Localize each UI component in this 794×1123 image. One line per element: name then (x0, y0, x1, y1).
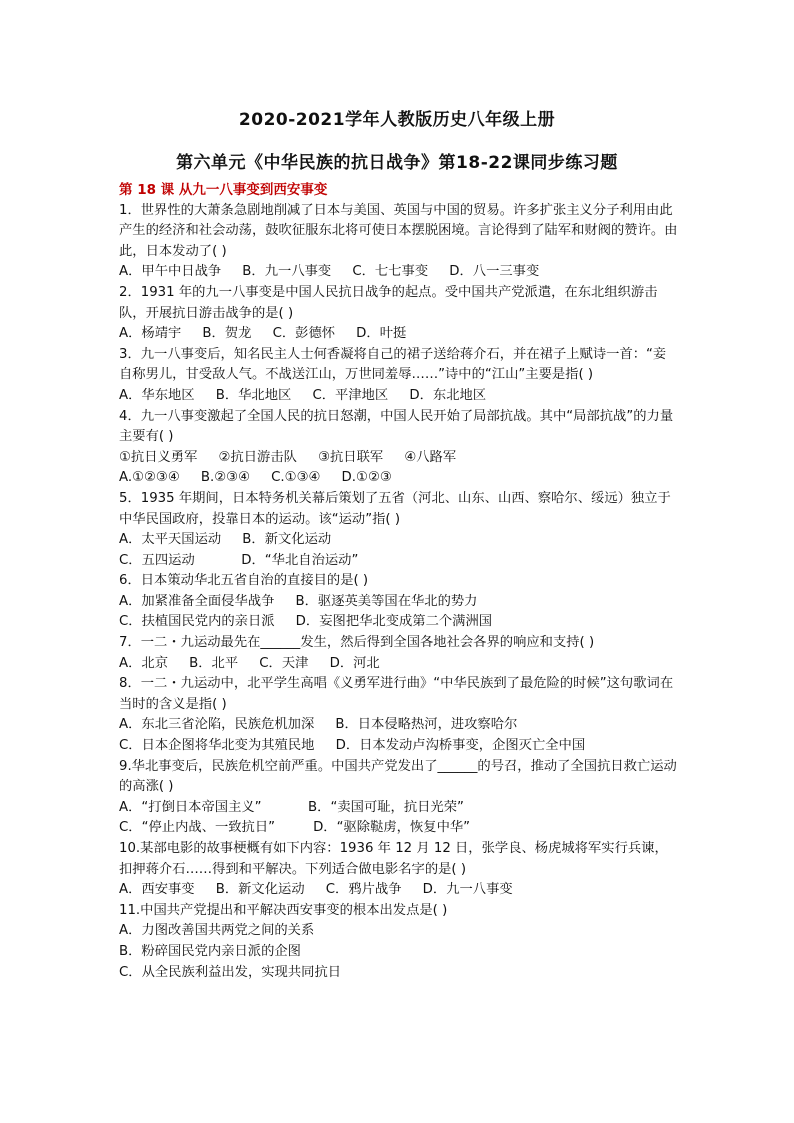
question-options: A．西安事变 B．新文化运动 C．鸦片战争 D．九一八事变 (119, 882, 513, 898)
question-options: A．杨靖宇 B．贺龙 C．彭德怀 D．叶挺 (119, 326, 407, 342)
question-5 (119, 489, 679, 571)
document-subtitle: 第六单元《中华民族的抗日战争》第18-22课同步练习题 (176, 153, 618, 173)
question-options: A．加紧准备全面侵华战争 B．驱逐英美等国在华北的势力 (119, 593, 478, 609)
question-options: A．太平天国运动 B．新文化运动 (119, 532, 332, 548)
question-text: 3．九一八事变后，知名民主人士何香凝将自己的裙子送给蒋介石，并在裙子上赋诗一首：“妾自称男儿，甘受敌人气。不战送江山，万世同羞辱……”诗中的“江山”主要是指( ) (119, 346, 667, 383)
question-choices: ①抗日义勇军 ②抗日游击队 ③抗日联军 ④八路军 (119, 449, 457, 465)
question-text: 4．九一八事变激起了全国人民的抗日怒潮，中国人民开始了局部抗战。其中“局部抗战”的力量主要有( ) (119, 408, 674, 445)
question-9 (119, 757, 679, 839)
question-text: 10.某部电影的故事梗概有如下内容：1936 年 12 月 12 日，张学良、杨虎城将军实行兵谏，扣押蒋介石……得到和平解决。下列适合做电影名字的是( ) (119, 841, 668, 877)
lesson-heading: 第 18 课 从九一八事变到西安事变 (119, 182, 328, 198)
question-options: C．五四运动 D．“华北自治运动” (119, 552, 359, 568)
question-text: 9.华北事变后，民族危机空前严重。中国共产党发出了______的号召，推动了全国抗日救亡运动的高涨( ) (119, 758, 677, 795)
question-options: A．华东地区 B．华北地区 C．平津地区 D．东北地区 (119, 387, 487, 403)
question-options: A．“打倒日本帝国主义” B．“卖国可耻，抗日光荣” (119, 799, 464, 815)
question-text: 2．1931 年的九一八事变是中国人民抗日战争的起点。受中国共产党派遣，在东北组织游击队，开展抗日游击战争的是( ) (119, 284, 658, 321)
question-8 (119, 674, 679, 756)
question-7 (119, 633, 679, 674)
question-options: A．东北三省沦陷，民族危机加深 B．日本侵略热河，进攻察哈尔 (119, 717, 518, 733)
question-4 (119, 407, 679, 489)
question-options: C．“停止内战、一致抗日” D．“驱除鞑虏，恢复中华” (119, 820, 471, 836)
question-options: C．日本企图将华北变为其殖民地 D．日本发动卢沟桥事变，企图灭亡全中国 (119, 738, 586, 754)
question-options: C．扶植国民党内的亲日派 D．妄图把华北变成第二个满洲国 (119, 614, 493, 630)
question-text: 7．一二・九运动最先在______发生，然后得到全国各地社会各界的响应和支持( ) (119, 635, 595, 651)
question-option-b: B．粉碎国民党内亲日派的企图 (119, 943, 301, 959)
question-options: A．北京 B．北平 C．天津 D．河北 (119, 655, 380, 671)
question-option-c: C．从全民族利益出发，实现共同抗日 (119, 964, 342, 980)
question-10 (119, 839, 679, 901)
exercise-content (119, 180, 679, 983)
document-title: 2020-2021学年人教版历史八年级上册 (238, 110, 556, 130)
question-11 (119, 901, 679, 983)
question-option-a: A．力图改善国共两党之间的关系 (119, 923, 315, 939)
question-text: 6．日本策动华北五省自治的直接目的是( ) (119, 573, 369, 589)
question-6 (119, 571, 679, 633)
question-text: 1．世界性的大萧条急剧地削减了日本与美国、英国与中国的贸易。许多扩张主义分子利用由此产生的经济和社会动荡，鼓吹征服东北将可使日本摆脱困境。言论得到了陆军和财阀的赞许。由此，日本发动了( ) (119, 202, 678, 259)
question-options: A．甲午中日战争 B．九一八事变 C．七七事变 D．八一三事变 (119, 264, 540, 280)
question-2 (119, 283, 679, 345)
question-3 (119, 345, 679, 407)
question-text: 5．1935 年期间，日本特务机关幕后策划了五省（河北、山东、山西、察哈尔、绥远）独立于中华民国政府，投靠日本的运动。该“运动”指( ) (119, 490, 671, 527)
question-1 (119, 201, 679, 283)
question-options: A.①②③④ B.②③④ C.①③④ D.①②③ (119, 470, 392, 486)
question-text: 8．一二・九运动中，北平学生高唱《义勇军进行曲》“中华民族到了最危险的时候”这句歌词在当时的含义是指( ) (119, 676, 674, 712)
question-text: 11.中国共产党提出和平解决西安事变的根本出发点是( ) (119, 902, 448, 918)
